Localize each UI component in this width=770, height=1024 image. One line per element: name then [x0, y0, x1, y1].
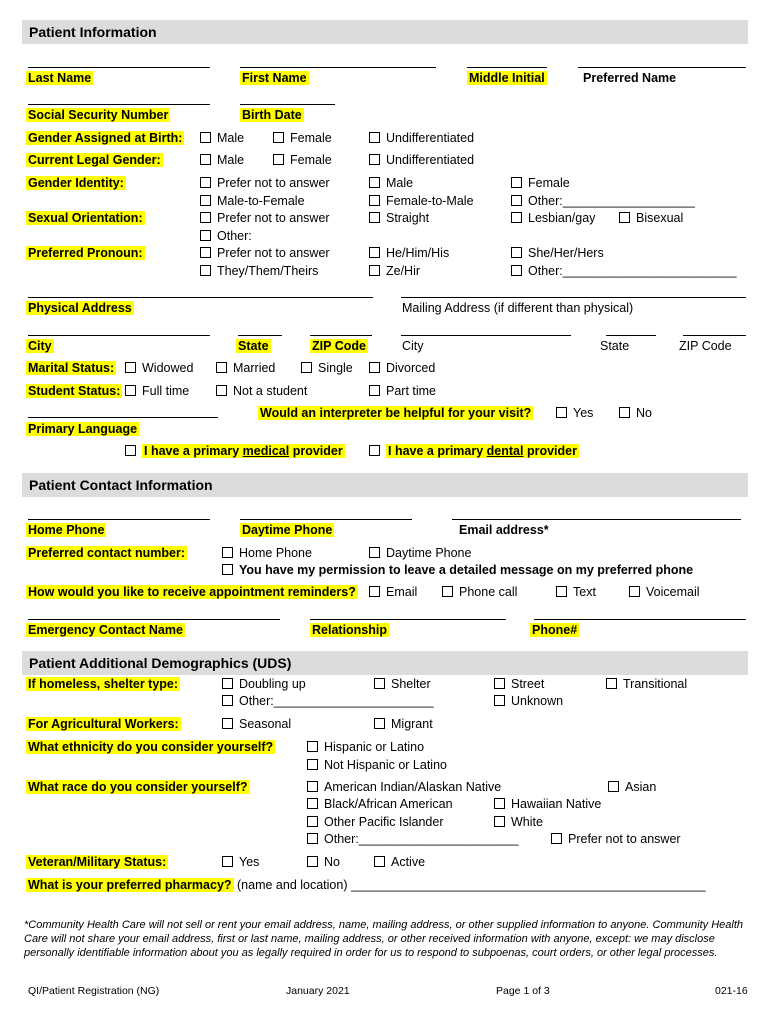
int-no-option[interactable]: No	[619, 406, 652, 420]
checkbox[interactable]	[125, 362, 136, 373]
ss-not-option[interactable]: Not a student	[216, 384, 307, 398]
checkbox[interactable]	[200, 212, 211, 223]
gi-prefer-option[interactable]: Prefer not to answer	[200, 176, 330, 190]
r-black-option[interactable]: Black/African American	[307, 797, 453, 811]
checkbox[interactable]	[200, 230, 211, 241]
section-header-contact	[22, 473, 748, 497]
checkbox[interactable]	[222, 678, 233, 689]
mailing-city-field[interactable]	[401, 335, 571, 336]
int-yes-option[interactable]: Yes	[556, 406, 593, 420]
physical-address-label: Physical Address	[28, 301, 132, 315]
hs-street-option[interactable]: Street	[494, 677, 544, 691]
middle-initial-label: Middle Initial	[469, 71, 545, 85]
marital-label: Marital Status:	[28, 361, 115, 375]
checkbox[interactable]	[494, 798, 505, 809]
state-field[interactable]	[238, 335, 282, 336]
reminders-label: How would you like to receive appointment reminders?	[28, 585, 356, 599]
ssn-field[interactable]	[28, 104, 210, 105]
r-pacific-option[interactable]: Other Pacific Islander	[307, 815, 444, 829]
pp-they-option[interactable]: They/Them/Theirs	[200, 264, 318, 278]
checkbox[interactable]	[556, 407, 567, 418]
v-yes-option[interactable]: Yes	[222, 855, 259, 869]
checkbox[interactable]	[307, 856, 318, 867]
city-label: City	[28, 339, 52, 353]
checkbox[interactable]	[606, 678, 617, 689]
checkbox[interactable]	[200, 177, 211, 188]
legal-gender-undiff-option[interactable]: Undifferentiated	[369, 153, 474, 167]
checkbox[interactable]	[307, 816, 318, 827]
so-other-option[interactable]: Other:	[200, 229, 252, 243]
mailing-address-label: Mailing Address (if different than physical)	[402, 301, 634, 315]
zip-field[interactable]	[310, 335, 372, 336]
first-name-label: First Name	[242, 71, 307, 85]
form-id: QI/Patient Registration (NG)	[28, 985, 160, 997]
checkbox[interactable]	[222, 856, 233, 867]
mailing-zip-label: ZIP Code	[679, 339, 732, 353]
v-no-option[interactable]: No	[307, 855, 340, 869]
hs-transitional-option[interactable]: Transitional	[606, 677, 687, 691]
relationship-field[interactable]	[310, 619, 506, 620]
checkbox[interactable]	[374, 718, 385, 729]
r-hawaiian-option[interactable]: Hawaiian Native	[494, 797, 601, 811]
mailing-city-label: City	[402, 339, 424, 353]
race-label: What race do you consider yourself?	[28, 780, 248, 794]
legal-gender-male-option[interactable]: Male	[200, 153, 244, 167]
last-name-field[interactable]	[28, 67, 210, 68]
sexual-orientation-label: Sexual Orientation:	[28, 211, 143, 225]
student-label: Student Status:	[28, 384, 121, 398]
ms-married-option[interactable]: Married	[216, 361, 275, 375]
r-other-option[interactable]: Other:_______________________	[307, 832, 519, 846]
checkbox[interactable]	[369, 445, 380, 456]
checkbox[interactable]	[369, 132, 380, 143]
pharmacy-label: What is your preferred pharmacy?	[28, 878, 232, 892]
zip-label: ZIP Code	[312, 339, 366, 353]
checkbox[interactable]	[222, 547, 233, 558]
medical-provider-label: I have a primary medical provider	[144, 444, 343, 458]
checkbox[interactable]	[369, 586, 380, 597]
ag-seasonal-option[interactable]: Seasonal	[222, 717, 291, 731]
interpreter-label: Would an interpreter be helpful for your visit?	[260, 406, 532, 420]
pc-home-option[interactable]: Home Phone	[222, 546, 312, 560]
checkbox[interactable]	[125, 385, 136, 396]
form-date: January 2021	[286, 985, 350, 997]
primary-language-field[interactable]	[28, 417, 218, 418]
checkbox[interactable]	[200, 247, 211, 258]
pp-prefer-option[interactable]: Prefer not to answer	[200, 246, 330, 260]
checkbox[interactable]	[307, 833, 318, 844]
email-label: Email address*	[459, 523, 549, 537]
checkbox[interactable]	[511, 247, 522, 258]
preferred-name-field[interactable]	[578, 67, 746, 68]
section-title: Patient Information	[29, 24, 157, 40]
pronoun-label: Preferred Pronoun:	[28, 246, 143, 260]
ssn-label: Social Security Number	[28, 108, 169, 122]
last-name-label: Last Name	[28, 71, 92, 85]
v-active-option[interactable]: Active	[374, 855, 425, 869]
page-number: Page 1 of 3	[496, 985, 550, 997]
checkbox[interactable]	[307, 741, 318, 752]
checkbox[interactable]	[608, 781, 619, 792]
birth-date-field[interactable]	[240, 104, 335, 105]
primary-language-label: Primary Language	[28, 422, 138, 436]
hs-other-option[interactable]: Other:_______________________	[222, 694, 434, 708]
checkbox[interactable]	[619, 212, 630, 223]
emergency-phone-field[interactable]	[534, 619, 746, 620]
hs-doubling-option[interactable]: Doubling up	[222, 677, 306, 691]
checkbox[interactable]	[511, 265, 522, 276]
checkbox[interactable]	[307, 781, 318, 792]
checkbox[interactable]	[222, 718, 233, 729]
checkbox[interactable]	[511, 195, 522, 206]
agricultural-label: For Agricultural Workers:	[28, 717, 179, 731]
ss-part-option[interactable]: Part time	[369, 384, 436, 398]
checkbox[interactable]	[125, 445, 136, 456]
checkbox[interactable]	[494, 816, 505, 827]
checkbox[interactable]	[442, 586, 453, 597]
rem-email-option[interactable]: Email	[369, 585, 417, 599]
permission-option[interactable]: You have my permission to leave a detailed message on my preferred phone	[222, 563, 693, 577]
medical-provider-option[interactable]	[125, 444, 345, 458]
homeless-label: If homeless, shelter type:	[28, 677, 179, 691]
r-aian-option[interactable]: American Indian/Alaskan Native	[307, 780, 501, 794]
pp-she-option[interactable]: She/Her/Hers	[511, 246, 604, 260]
dental-provider-option[interactable]	[369, 444, 579, 458]
checkbox[interactable]	[494, 678, 505, 689]
mailing-state-field[interactable]	[606, 335, 656, 336]
legal-gender-label: Current Legal Gender:	[28, 153, 161, 167]
so-prefer-option[interactable]: Prefer not to answer	[200, 211, 330, 225]
ms-single-option[interactable]: Single	[301, 361, 353, 375]
gender-identity-label: Gender Identity:	[28, 176, 124, 190]
checkbox[interactable]	[307, 759, 318, 770]
ethnicity-label: What ethnicity do you consider yourself?	[28, 740, 274, 754]
hs-shelter-option[interactable]: Shelter	[374, 677, 431, 691]
daytime-phone-field[interactable]	[240, 519, 412, 520]
rem-voice-option[interactable]: Voicemail	[629, 585, 700, 599]
gi-female-option[interactable]: Female	[511, 176, 570, 190]
eth-not-option[interactable]: Not Hispanic or Latino	[307, 758, 447, 772]
emergency-contact-field[interactable]	[28, 619, 280, 620]
checkbox[interactable]	[216, 362, 227, 373]
checkbox[interactable]	[200, 265, 211, 276]
checkbox[interactable]	[200, 132, 211, 143]
pharmacy-hint: (name and location) ___________________________________________________	[237, 878, 706, 892]
section-header-patient-info	[22, 20, 748, 44]
gender-birth-undiff-option[interactable]: Undifferentiated	[369, 131, 474, 145]
home-phone-field[interactable]	[28, 519, 210, 520]
checkbox[interactable]	[216, 385, 227, 396]
checkbox[interactable]	[301, 362, 312, 373]
privacy-note: *Community Health Care will not sell or rent your email address, name, mailing address, or other supplied information to anyone. Community Health Care will not share your email address, first or last name, mailing address, or other received information with anyone, except: we may disclose personally identifiable information about you as legally required in order for us to respond to subpoenas, court orders, or other legal processes.	[24, 919, 743, 959]
gender-birth-male-option[interactable]: Male	[200, 131, 244, 145]
checkbox[interactable]	[551, 833, 562, 844]
checkbox[interactable]	[369, 547, 380, 558]
checkbox[interactable]	[273, 154, 284, 165]
checkbox[interactable]	[369, 177, 380, 188]
state-label: State	[238, 339, 269, 353]
relationship-label: Relationship	[312, 623, 388, 637]
r-asian-option[interactable]: Asian	[608, 780, 656, 794]
form-code: 021-16	[715, 985, 748, 997]
checkbox[interactable]	[307, 798, 318, 809]
checkbox[interactable]	[369, 265, 380, 276]
email-field[interactable]	[452, 519, 741, 520]
checkbox[interactable]	[369, 362, 380, 373]
checkbox[interactable]	[369, 212, 380, 223]
preferred-name-label: Preferred Name	[583, 71, 677, 85]
so-bisexual-option[interactable]: Bisexual	[619, 211, 683, 225]
pc-day-option[interactable]: Daytime Phone	[369, 546, 471, 560]
checkbox[interactable]	[374, 856, 385, 867]
rem-text-option[interactable]: Text	[556, 585, 596, 599]
checkbox[interactable]	[369, 154, 380, 165]
mailing-address-field[interactable]	[401, 297, 746, 298]
checkbox[interactable]	[511, 177, 522, 188]
ms-divorced-option[interactable]: Divorced	[369, 361, 435, 375]
home-phone-label: Home Phone	[28, 523, 105, 537]
physical-address-field[interactable]	[28, 297, 373, 298]
birth-date-label: Birth Date	[242, 108, 302, 122]
pp-other-option[interactable]: Other:_________________________	[511, 264, 737, 278]
checkbox[interactable]	[369, 195, 380, 206]
gender-birth-label: Gender Assigned at Birth:	[28, 131, 183, 145]
gi-male-option[interactable]: Male	[369, 176, 413, 190]
daytime-phone-label: Daytime Phone	[242, 523, 333, 537]
preferred-contact-label: Preferred contact number:	[28, 546, 185, 560]
hs-unknown-option[interactable]: Unknown	[494, 694, 563, 708]
section-header-uds	[22, 651, 748, 675]
so-straight-option[interactable]: Straight	[369, 211, 429, 225]
section-title: Patient Contact Information	[29, 477, 213, 493]
checkbox[interactable]	[222, 564, 233, 575]
gi-mtf-option[interactable]: Male-to-Female	[200, 194, 305, 208]
mailing-zip-field[interactable]	[683, 335, 746, 336]
phone-num-label: Phone#	[532, 623, 578, 637]
ag-migrant-option[interactable]: Migrant	[374, 717, 433, 731]
checkbox[interactable]	[629, 586, 640, 597]
gender-birth-female-option[interactable]: Female	[273, 131, 332, 145]
gi-ftm-option[interactable]: Female-to-Male	[369, 194, 474, 208]
pp-he-option[interactable]: He/Him/His	[369, 246, 449, 260]
checkbox[interactable]	[369, 247, 380, 258]
checkbox[interactable]	[222, 695, 233, 706]
mailing-state-label: State	[600, 339, 630, 353]
middle-initial-field[interactable]	[467, 67, 547, 68]
ms-widowed-option[interactable]: Widowed	[125, 361, 193, 375]
first-name-field[interactable]	[240, 67, 436, 68]
checkbox[interactable]	[200, 195, 211, 206]
eth-hisp-option[interactable]: Hispanic or Latino	[307, 740, 424, 754]
legal-gender-female-option[interactable]: Female	[273, 153, 332, 167]
ss-full-option[interactable]: Full time	[125, 384, 189, 398]
veteran-label: Veteran/Military Status:	[28, 855, 167, 869]
rem-call-option[interactable]: Phone call	[442, 585, 517, 599]
r-prefer-option[interactable]: Prefer not to answer	[551, 832, 681, 846]
so-lesbian-option[interactable]: Lesbian/gay	[511, 211, 595, 225]
dental-provider-label: I have a primary dental provider	[388, 444, 577, 458]
checkbox[interactable]	[556, 586, 567, 597]
checkbox[interactable]	[374, 678, 385, 689]
city-field[interactable]	[28, 335, 210, 336]
gi-other-option[interactable]: Other:___________________	[511, 194, 695, 208]
checkbox[interactable]	[369, 385, 380, 396]
emergency-contact-label: Emergency Contact Name	[28, 623, 183, 637]
checkbox[interactable]	[511, 212, 522, 223]
section-title: Patient Additional Demographics (UDS)	[29, 655, 292, 671]
checkbox[interactable]	[200, 154, 211, 165]
pharmacy-row[interactable]	[26, 878, 706, 892]
checkbox[interactable]	[273, 132, 284, 143]
pp-ze-option[interactable]: Ze/Hir	[369, 264, 420, 278]
r-white-option[interactable]: White	[494, 815, 543, 829]
checkbox[interactable]	[619, 407, 630, 418]
checkbox[interactable]	[494, 695, 505, 706]
